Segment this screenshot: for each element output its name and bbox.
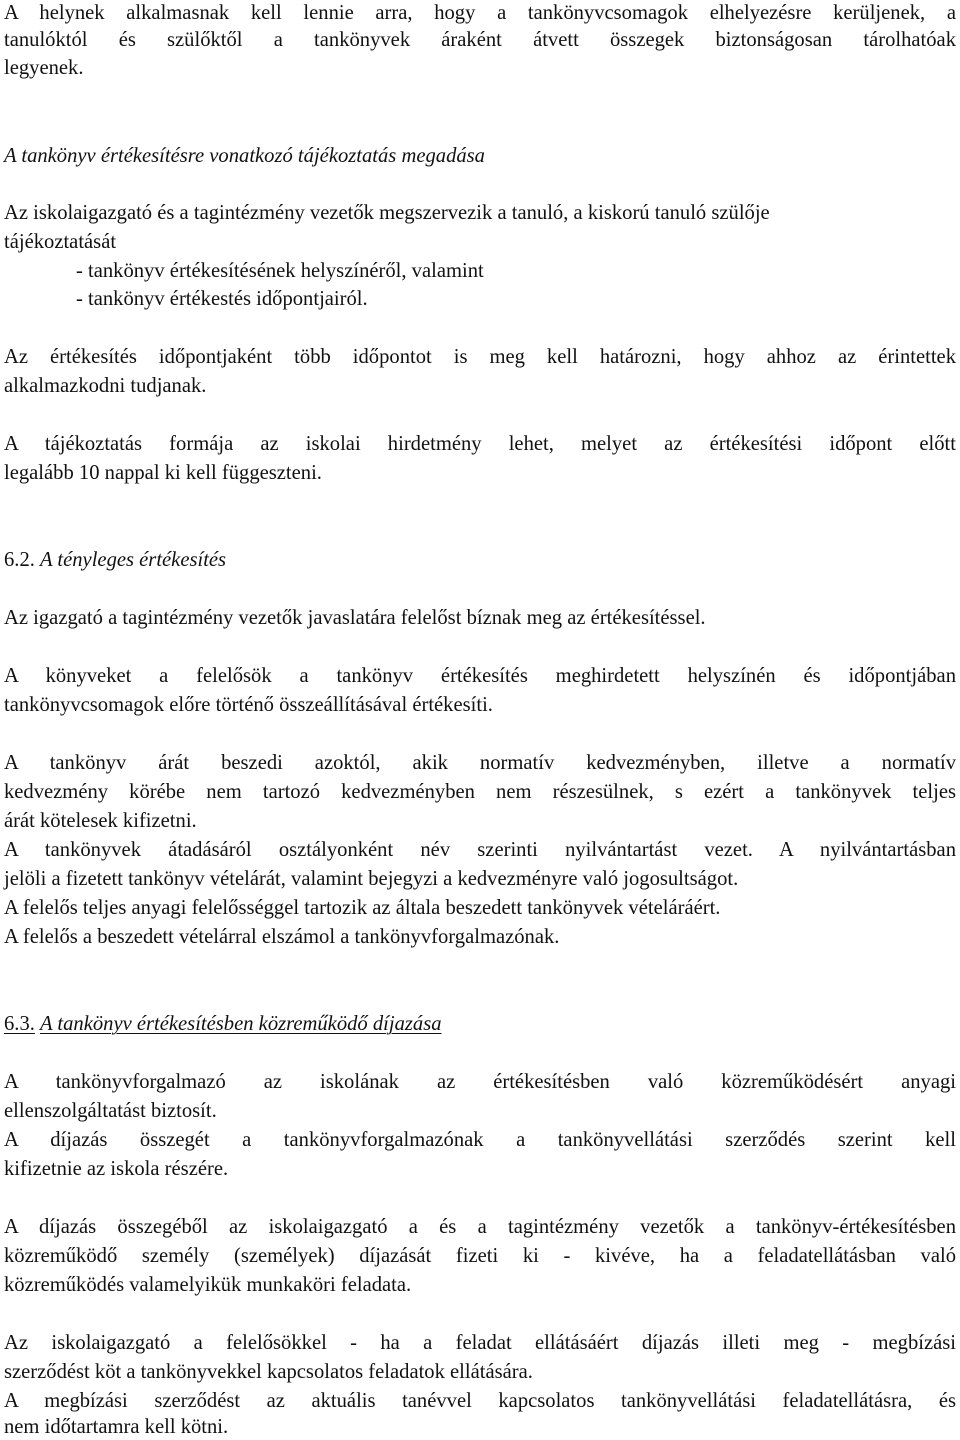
section-number-6-3: 6.3. — [4, 1013, 35, 1035]
s62-p6: A felelős a beszedett vételárral elszámol a tankönyvforgalmazónak. — [4, 926, 560, 948]
s63-p1-line-1: A tankönyvforgalmazó az iskolának az értékesítésben való közreműködésért anyagi — [4, 1071, 956, 1093]
section-number-6-2: 6.2. — [4, 549, 35, 571]
section-title-6-3: A tankönyv értékesítésben közreműködő díjazása — [40, 1013, 442, 1035]
s63-p2-line-1: A díjazás összegét a tankönyvforgalmazónak a tankönyvellátási szerződés szerint kell — [4, 1129, 956, 1151]
tajekoztatas-p3-line-1: A tájékoztatás formája az iskolai hirdetmény lehet, melyet az értékesítési időpont előtt — [4, 433, 956, 455]
intro-line-1: A helynek alkalmasnak kell lennie arra, hogy a tankönyvcsomagok elhelyezésre kerüljenek, a — [4, 2, 956, 24]
list-item-idopont: - tankönyv értékestés időpontjairól. — [76, 288, 368, 310]
tajekoztatas-p3-line-2: legalább 10 nappal ki kell függeszteni. — [4, 462, 322, 484]
section-heading-6-2 — [4, 547, 956, 573]
s62-p2-line-1: A könyveket a felelősök a tankönyv értékesítés meghirdetett helyszínén és időpontjában — [4, 665, 956, 687]
tajekoztatas-p2-line-1: Az értékesítés időpontjaként több időpontot is meg kell határozni, hogy ahhoz az érintettek — [4, 346, 956, 368]
s63-p3-line-2: közreműködő személy (személyek) díjazását fizeti ki - kivéve, ha a feladatellátásban való — [4, 1245, 956, 1267]
s62-p3-line-1: A tankönyv árát beszedi azoktól, akik normatív kedvezményben, illetve a normatív — [4, 752, 956, 774]
s63-p4-line-2: szerződést köt a tankönyvekkel kapcsolatos feladatok ellátására. — [4, 1361, 533, 1383]
intro-line-3: legyenek. — [4, 57, 84, 79]
section-heading-tajekoztatas: A tankönyv értékesítésre vonatkozó tájékoztatás megadása — [4, 145, 485, 167]
s63-p1-line-2: ellenszolgáltatást biztosít. — [4, 1100, 217, 1122]
s63-p4-line-1: Az iskolaigazgató a felelősökkel - ha a feladat ellátásáért díjazás illeti meg - megbízási — [4, 1332, 956, 1354]
s62-p3-line-2: kedvezmény körébe nem tartozó kedvezményben nem részesülnek, s ezért a tankönyvek teljes — [4, 781, 956, 803]
section-title-6-2: A tényleges értékesítés — [40, 549, 227, 571]
list-item-helyszin: - tankönyv értékesítésének helyszínéről, valamint — [76, 260, 484, 282]
s63-p3-line-3: közreműködés valamelyikük munkaköri feladata. — [4, 1274, 412, 1296]
s63-p3-line-1: A díjazás összegéből az iskolaigazgató a és a tagintézmény vezetők a tankönyv-értékesítésben — [4, 1216, 956, 1238]
s63-p5-line-2: nem időtartamra kell kötni. — [4, 1416, 229, 1438]
s63-p2-line-2: kifizetnie az iskola részére. — [4, 1158, 229, 1180]
intro-line-2: tanulóktól és szülőktől a tankönyvek áraként átvett összegek biztonságosan tárolhatóak — [4, 29, 956, 51]
s62-p2-line-2: tankönyvcsomagok előre történő összeállításával értékesíti. — [4, 694, 493, 716]
s62-p5: A felelős teljes anyagi felelősséggel tartozik az általa beszedett tankönyvek vételáráért. — [4, 897, 721, 919]
s62-p4-line-2: jelöli a fizetett tankönyv vételárát, valamint bejegyzi a kedvezményre való jogosultságot. — [4, 868, 739, 890]
tajekoztatas-p2-line-2: alkalmazkodni tudjanak. — [4, 375, 207, 397]
s63-p5-line-1: A megbízási szerződést az aktuális tanévvel kapcsolatos tankönyvellátási feladatellátásra, és — [4, 1390, 956, 1412]
tajekoztatas-p1-line-2: tájékoztatását — [4, 231, 117, 253]
section-heading-6-3 — [4, 1011, 956, 1037]
tajekoztatas-p1-line-1: Az iskolaigazgató és a tagintézmény vezetők megszervezik a tanuló, a kiskorú tanuló szülője — [4, 202, 770, 224]
s62-p1: Az igazgató a tagintézmény vezetők javaslatára felelőst bíznak meg az értékesítéssel. — [4, 607, 706, 629]
s62-p4-line-1: A tankönyvek átadásáról osztályonként név szerinti nyilvántartást vezet. A nyilvántartásban — [4, 839, 956, 861]
s62-p3-line-3: árát kötelesek kifizetni. — [4, 810, 197, 832]
